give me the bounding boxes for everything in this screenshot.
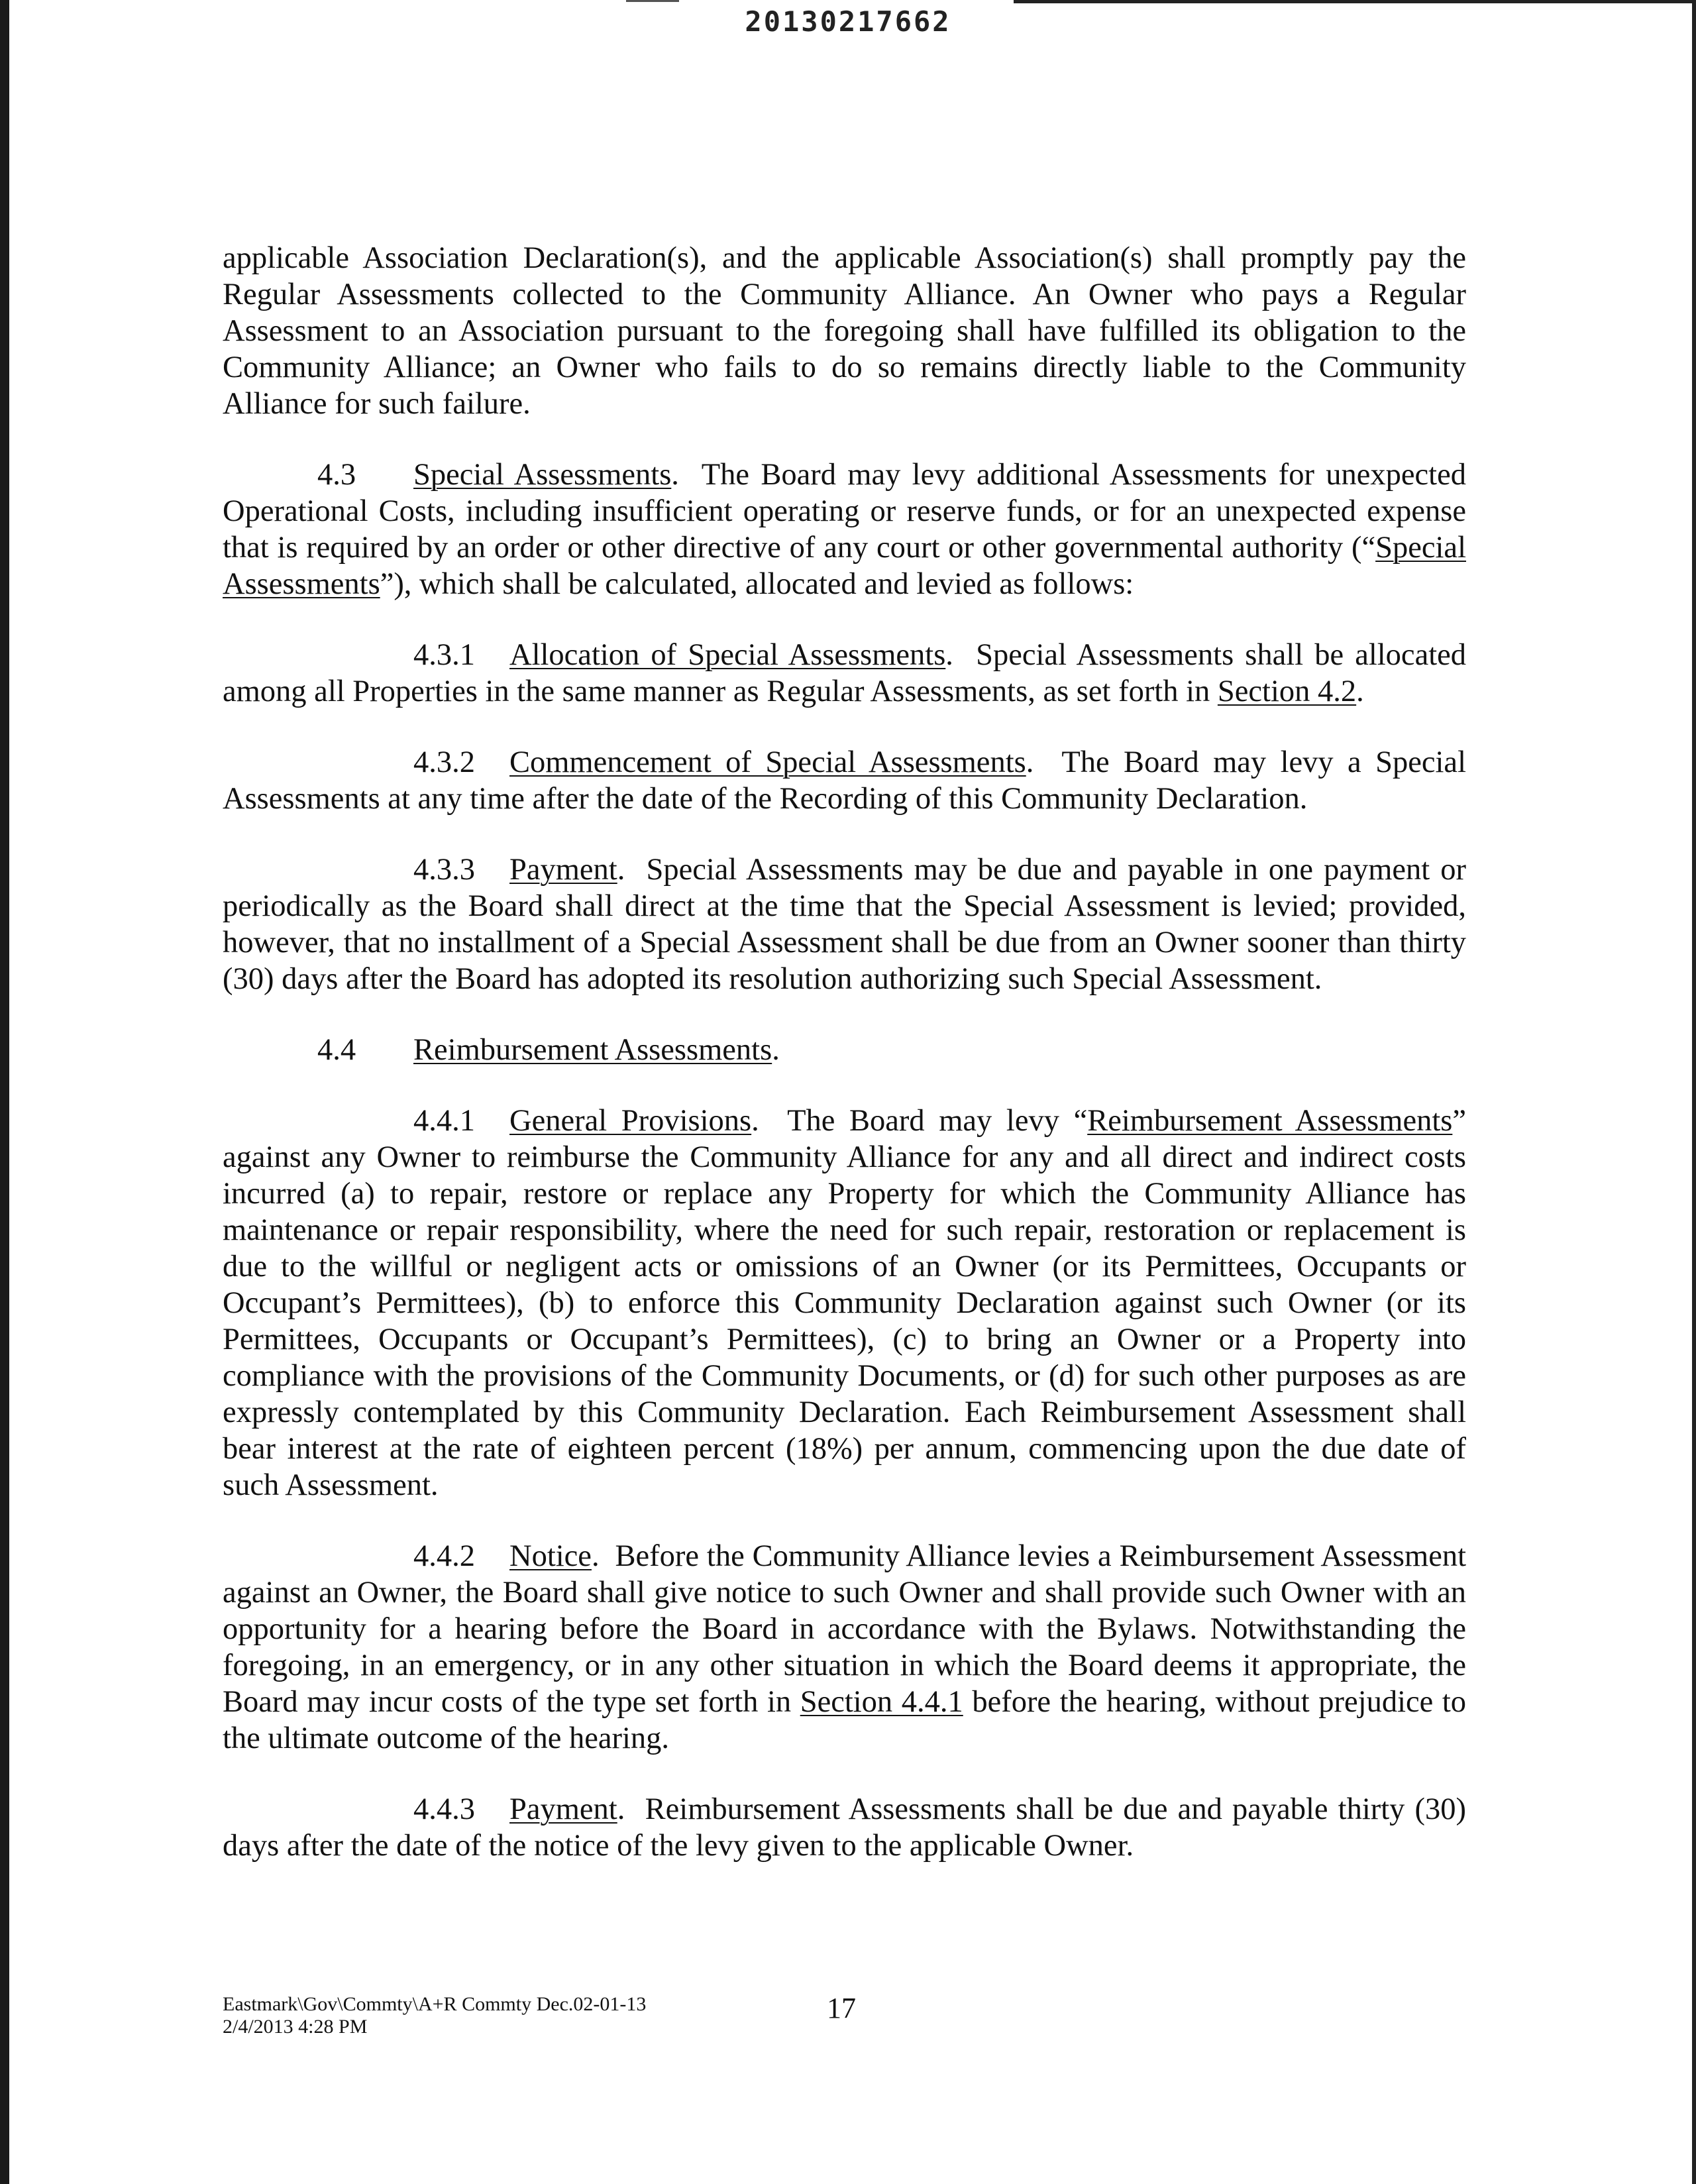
section-text: . (1356, 675, 1364, 708)
section-text: Reimbursement Assessments shall be due and payable thirty (30) days after the date of the notice of the levy given to the applicable Owner. (223, 1792, 1467, 1863)
section-number: 4.3.2 (413, 745, 475, 779)
scan-edge-top (1014, 0, 1696, 3)
defined-term: Special Assessments (223, 531, 1466, 601)
section-reference: Section 4.2 (1217, 675, 1357, 708)
section-title: Commencement of Special Assessments (509, 745, 1026, 779)
section-title: Special Assessments (413, 458, 672, 492)
section-title: Payment (509, 1792, 617, 1826)
section-4-4: 4.4 Reimbursement Assessments. (317, 1033, 780, 1067)
section-title: Allocation of Special Assessments (509, 638, 946, 672)
section-title: Notice (509, 1539, 592, 1573)
section-4-4-2: 4.4.2 Notice. Before the Community Alliance levies a Reimbursement Assessment against an Owner, the Board shall give notice to such Owner and shall provide such Owner with an opportunity for a hearing before the Board in accordance with the Bylaws. Notwithstanding the foregoing, in an emergency, or in any other situation in which the Board deems it appropriate, the Board may incur costs of the type set forth in Section 4.4.1 before the hearing, without prejudice to the ultimate outcome of the hearing. (223, 1539, 1467, 1755)
section-number: 4.4.3 (413, 1792, 475, 1826)
section-text: The Board may levy a Special Assessments at any time after the date of the Recording of this Community Declaration. (223, 745, 1466, 816)
section-reference: Section 4.4.1 (800, 1685, 963, 1719)
section-4-3-2: 4.3.2 Commencement of Special Assessments. The Board may levy a Special Assessments at any time after the date of the Recording of this Community Declaration. (223, 745, 1466, 816)
section-4-3-1: 4.3.1 Allocation of Special Assessments. Special Assessments shall be allocated among all Properties in the same manner as Regular Assessments, as set forth in Section 4.2. (223, 638, 1467, 708)
section-text: The Board may levy additional Assessments for unexpected Operational Costs, including insufficient operating or reserve funds, or for an unexpected expense that is required by an order or other directive of any court or other governmental authority (“ (223, 458, 1466, 565)
footer-file-path: Eastmark\Gov\Commty\A+R Commty Dec.02-01-13 (223, 1993, 647, 2015)
section-text: The Board may levy “ (787, 1104, 1088, 1138)
document-body (223, 240, 1466, 1864)
section-number: 4.3 (317, 458, 356, 492)
section-number: 4.4 (317, 1033, 356, 1067)
section-text: Before the Community Alliance levies a Reimbursement Assessment against an Owner, the Board shall give notice to such Owner and shall provide such Owner with an opportunity for a hearing before the Board in accordance with the Bylaws. Notwithstanding the foregoing, in an emergency, or in any other situation in which the Board deems it appropriate, the Board may incur costs of the type set forth in (223, 1539, 1466, 1719)
section-text: Special Assessments shall be allocated among all Properties in the same manner as Regular Assessments, as set forth in (223, 638, 1467, 708)
scan-edge-left (0, 0, 9, 2184)
footer-timestamp: 2/4/2013 4:28 PM (223, 2016, 368, 2038)
scan-edge-right (1692, 0, 1696, 2184)
section-number: 4.3.1 (413, 638, 475, 672)
section-number: 4.4.1 (413, 1104, 475, 1138)
section-4-3: 4.3 Special Assessments. The Board may levy additional Assessments for unexpected Operational Costs, including insufficient operating or reserve funds, or for an unexpected expense that is required by an order or other directive of any court or other governmental authority (“Special Assessments”), which shall be calculated, allocated and levied as follows: (223, 458, 1466, 601)
footer-file-info (223, 1993, 646, 2038)
section-4-4-1: 4.4.1 General Provisions. The Board may levy “Reimbursement Assessments” against any Owner to reimburse the Community Alliance for any and all direct and indirect costs incurred (a) to repair, restore or replace any Property for which the Community Alliance has maintenance or repair responsibility, where the need for such repair, restoration or replacement is due to the willful or negligent acts or omissions of an Owner (or its Permittees, Occupants or Occupant’s Permittees), (b) to enforce this Community Declaration against such Owner (or its Permittees, Occupants or Occupant’s Permittees), (c) to bring an Owner or a Property into compliance with the provisions of the Community Documents, or (d) for such other purposes as are expressly contemplated by this Community Declaration. Each Reimbursement Assessment shall bear interest at the rate of eighteen percent (18%) per annum, commencing upon the due date of such Assessment. (223, 1104, 1466, 1502)
section-title: General Provisions (509, 1104, 752, 1138)
recording-number: 20130217662 (745, 5, 951, 38)
section-title: Payment (509, 853, 617, 887)
section-number: 4.3.3 (413, 853, 475, 887)
section-text: Special Assessments may be due and payable in one payment or periodically as the Board shall direct at the time that the Special Assessment is levied; provided, however, that no installment of a Special Assessment shall be due from an Owner sooner than thirty (30) days after the Board has adopted its resolution authorizing such Special Assessment. (223, 853, 1467, 996)
paragraph-continuation: applicable Association Declaration(s), and the applicable Association(s) shall promptly pay the Regular Assessments collected to the Community Alliance. An Owner who pays a Regular Assessment to an Association pursuant to the foregoing shall have fulfilled its obligation to the Community Alliance; an Owner who fails to do so remains directly liable to the Community Alliance for such failure. (223, 241, 1466, 421)
page-number: 17 (827, 1992, 856, 2024)
section-number: 4.4.2 (413, 1539, 475, 1573)
section-text: ” against any Owner to reimburse the Community Alliance for any and all direct and indirect costs incurred (a) to repair, restore or replace any Property for which the Community Alliance has maintenance or repair responsibility, where the need for such repair, restoration or replacement is due to the willful or negligent acts or omissions of an Owner (or its Permittees, Occupants or Occupant’s Permittees), (b) to enforce this Community Declaration against such Owner (or its Permittees, Occupants or Occupant’s Permittees), (c) to bring an Owner or a Property into compliance with the provisions of the Community Documents, or (d) for such other purposes as are expressly contemplated by this Community Declaration. Each Reimbursement Assessment shall bear interest at the rate of eighteen percent (18%) per annum, commencing upon the due date of such Assessment. (223, 1104, 1466, 1502)
defined-term: Reimbursement Assessments (1087, 1104, 1453, 1138)
section-4-3-3: 4.3.3 Payment. Special Assessments may be due and payable in one payment or periodically as the Board shall direct at the time that the Special Assessment is levied; provided, however, that no installment of a Special Assessment shall be due from an Owner sooner than thirty (30) days after the Board has adopted its resolution authorizing such Special Assessment. (223, 853, 1467, 996)
section-text: before the hearing, without prejudice to the ultimate outcome of the hearing. (223, 1685, 1467, 1755)
section-4-4-3: 4.4.3 Payment. Reimbursement Assessments shall be due and payable thirty (30) days after the date of the notice of the levy given to the applicable Owner. (223, 1792, 1467, 1863)
scan-mark-top (626, 0, 679, 2)
section-title: Reimbursement Assessments (413, 1033, 772, 1067)
section-text: ”), which shall be calculated, allocated and levied as follows: (380, 567, 1134, 601)
